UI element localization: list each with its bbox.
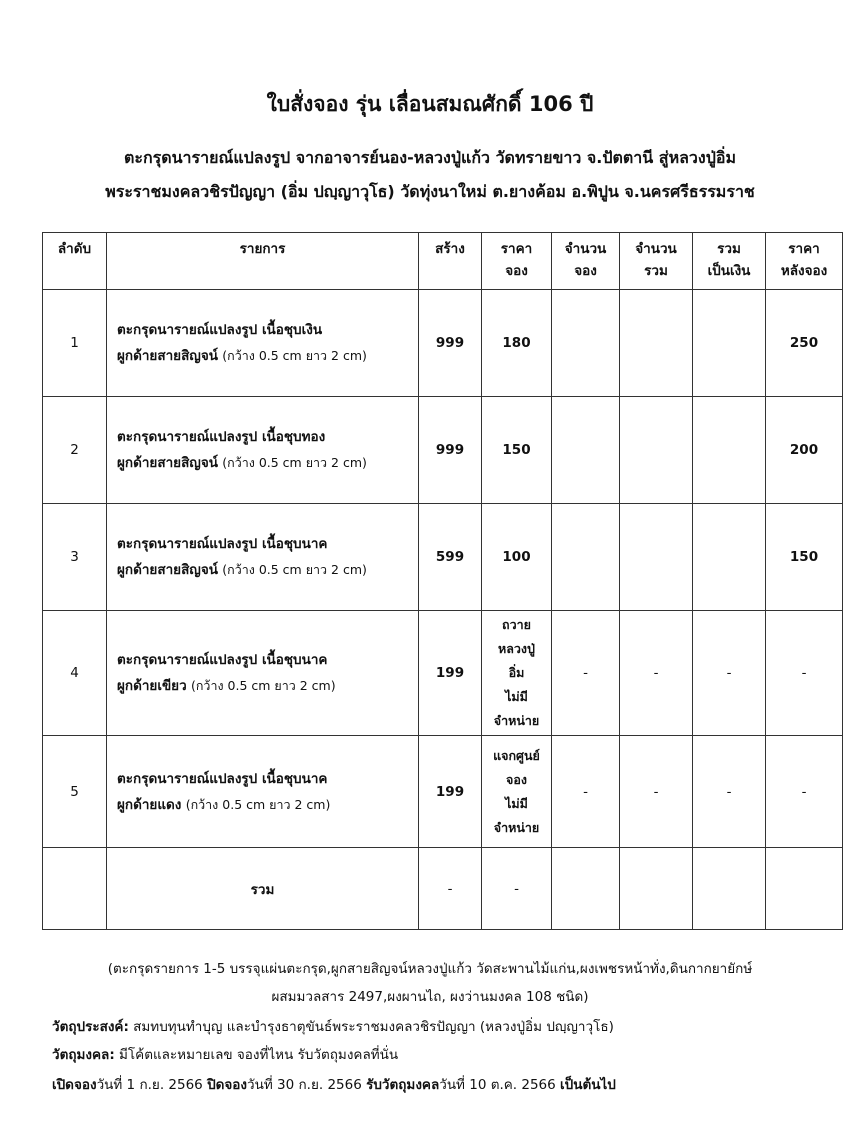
item-tie: ผูกด้ายเขียว [117,678,187,694]
cell-item [107,290,419,397]
purpose-text: สมทบทุนทำบุญ และบำรุงธาตุขันธ์พระราชมงคลวชิรปัญญา (หลวงปู่อิ่ม ปญฺญาวุโธ) [128,1019,614,1035]
item-tie: ผูกด้ายสายสิญจน์ [117,562,218,578]
cell-price-note: ถวาย หลวงปู่ อิ่ม ไม่มี จำหน่าย [482,611,552,736]
cell-qty-total: - [620,611,693,736]
open-label: เปิดจอง [52,1077,97,1093]
table-total-row [43,848,843,930]
order-table [42,232,843,930]
table-row [43,736,843,848]
cell-made: 599 [419,504,482,611]
cell-seq: 2 [43,397,107,504]
header-made: สร้าง [419,233,482,290]
cell-sum: - [693,611,766,736]
cell-price: 100 [482,504,552,611]
header-item: รายการ [107,233,419,290]
footnote-line-1: (ตะกรุดรายการ 1-5 บรรจุแผ่นตะกรุด,ผูกสายสิญจน์หลวงปู่แก้ว วัดสะพานไม้แก่น,ผงเพชรหน้าทั่ง,ดินกากยายักษ์ [107,961,753,977]
item-name: ตะกรุดนารายณ์แปลงรูป เนื้อชุบเงิน [117,322,323,338]
cell-qty-total[interactable] [620,397,693,504]
item-name: ตะกรุดนารายณ์แปลงรูป เนื้อชุบนาค [117,770,328,787]
page-title: ใบสั่งจอง รุ่น เลื่อนสมณศักดิ์ 106 ปี [266,92,594,116]
item-dim: (กว้าง 0.5 cm ยาว 2 cm) [222,455,367,470]
item-tie: ผูกด้ายสายสิญจน์ [117,455,218,471]
cell-seq: 4 [43,611,107,736]
cell-qty[interactable] [552,397,620,504]
close-label: ปิดจอง [207,1077,248,1093]
item-dim: (กว้าง 0.5 cm ยาว 2 cm) [190,678,336,693]
header-qty-total: จำนวน รวม [620,233,693,290]
amulet-line [52,1041,398,1069]
onward-label: เป็นต้นไป [560,1077,616,1093]
cell-qty: - [552,736,620,848]
cell-after-price: - [766,736,843,848]
open-date: วันที่ 1 ก.ย. 2566 [96,1077,208,1093]
total-sum[interactable] [693,848,766,930]
header-qty: จำนวน จอง [552,233,620,290]
item-dim: (กว้าง 0.5 cm ยาว 2 cm) [222,348,367,363]
item-name: ตะกรุดนารายณ์แปลงรูป เนื้อชุบนาค [117,536,328,552]
total-label: รวม [107,848,419,930]
item-tie: ผูกด้ายแดง [117,796,182,813]
receive-label: รับวัตถุมงคล [366,1077,440,1093]
cell-made: 999 [419,290,482,397]
item-tie: ผูกด้ายสายสิญจน์ [117,348,218,364]
total-qty-total[interactable] [620,848,693,930]
cell-sum[interactable] [693,290,766,397]
header-after-price: ราคา หลังจอง [766,233,843,290]
item-dim: (กว้าง 0.5 cm ยาว 2 cm) [185,796,331,812]
cell-item [107,504,419,611]
cell-qty-total[interactable] [620,290,693,397]
cell-price: 180 [482,290,552,397]
close-date: วันที่ 30 ก.ย. 2566 [247,1077,367,1093]
cell-price-note: แจกศูนย์ จอง ไม่มี จำหน่าย [482,736,552,848]
subtitle-line-2: พระราชมงคลวชิรปัญญา (อิ่ม ปญฺญาวุโธ) วัดทุ่งนาใหม่ ต.ยางค้อม อ.พิปูน จ.นครศรีธรรมราช [105,182,755,201]
cell-qty: - [552,611,620,736]
cell-made: 999 [419,397,482,504]
cell-price: 150 [482,397,552,504]
cell-qty-total: - [620,736,693,848]
item-dim: (กว้าง 0.5 cm ยาว 2 cm) [222,562,367,577]
cell-made: 199 [419,611,482,736]
cell-seq: 5 [43,736,107,848]
total-made: - [419,848,482,930]
cell-sum: - [693,736,766,848]
table-row [43,290,843,397]
item-name: ตะกรุดนารายณ์แปลงรูป เนื้อชุบทอง [117,429,326,445]
table-row [43,611,843,736]
cell-sum[interactable] [693,397,766,504]
cell-item [107,611,419,736]
cell-made: 199 [419,736,482,848]
amulet-label: วัตถุมงคล: [52,1047,115,1063]
cell-after-price: - [766,611,843,736]
cell-after-price: 250 [766,290,843,397]
receive-date: วันที่ 10 ต.ค. 2566 [439,1077,561,1093]
cell-item [107,397,419,504]
dates-line [52,1071,616,1099]
cell-seq: 1 [43,290,107,397]
cell-seq: 3 [43,504,107,611]
total-qty[interactable] [552,848,620,930]
header-sum: รวม เป็นเงิน [693,233,766,290]
cell-after-price: 150 [766,504,843,611]
purpose-line [52,1013,614,1041]
total-after-price [766,848,843,930]
cell-after-price: 200 [766,397,843,504]
table-header-row [43,233,843,290]
cell-qty[interactable] [552,290,620,397]
footnote-line-2: ผสมมวลสาร 2497,ผงผานไถ, ผงว่านมงคล 108 ชนิด) [271,989,589,1005]
total-price: - [482,848,552,930]
header-seq: ลำดับ [43,233,107,290]
cell-qty-total[interactable] [620,504,693,611]
amulet-text: มีโค้ตและหมายเลข จองที่ไหน รับวัตถุมงคลที่นั่น [114,1047,399,1063]
header-price: ราคา จอง [482,233,552,290]
subtitle-line-1: ตะกรุดนารายณ์แปลงรูป จากอาจารย์นอง-หลวงปู่แก้ว วัดทรายขาว จ.ปัตตานี สู่หลวงปู่อิ่ม [123,148,737,167]
purpose-label: วัตถุประสงค์: [52,1019,129,1035]
cell-item [107,736,419,848]
cell-seq [43,848,107,930]
cell-qty[interactable] [552,504,620,611]
item-name: ตะกรุดนารายณ์แปลงรูป เนื้อชุบนาค [117,652,328,668]
table-row [43,504,843,611]
table-row [43,397,843,504]
cell-sum[interactable] [693,504,766,611]
